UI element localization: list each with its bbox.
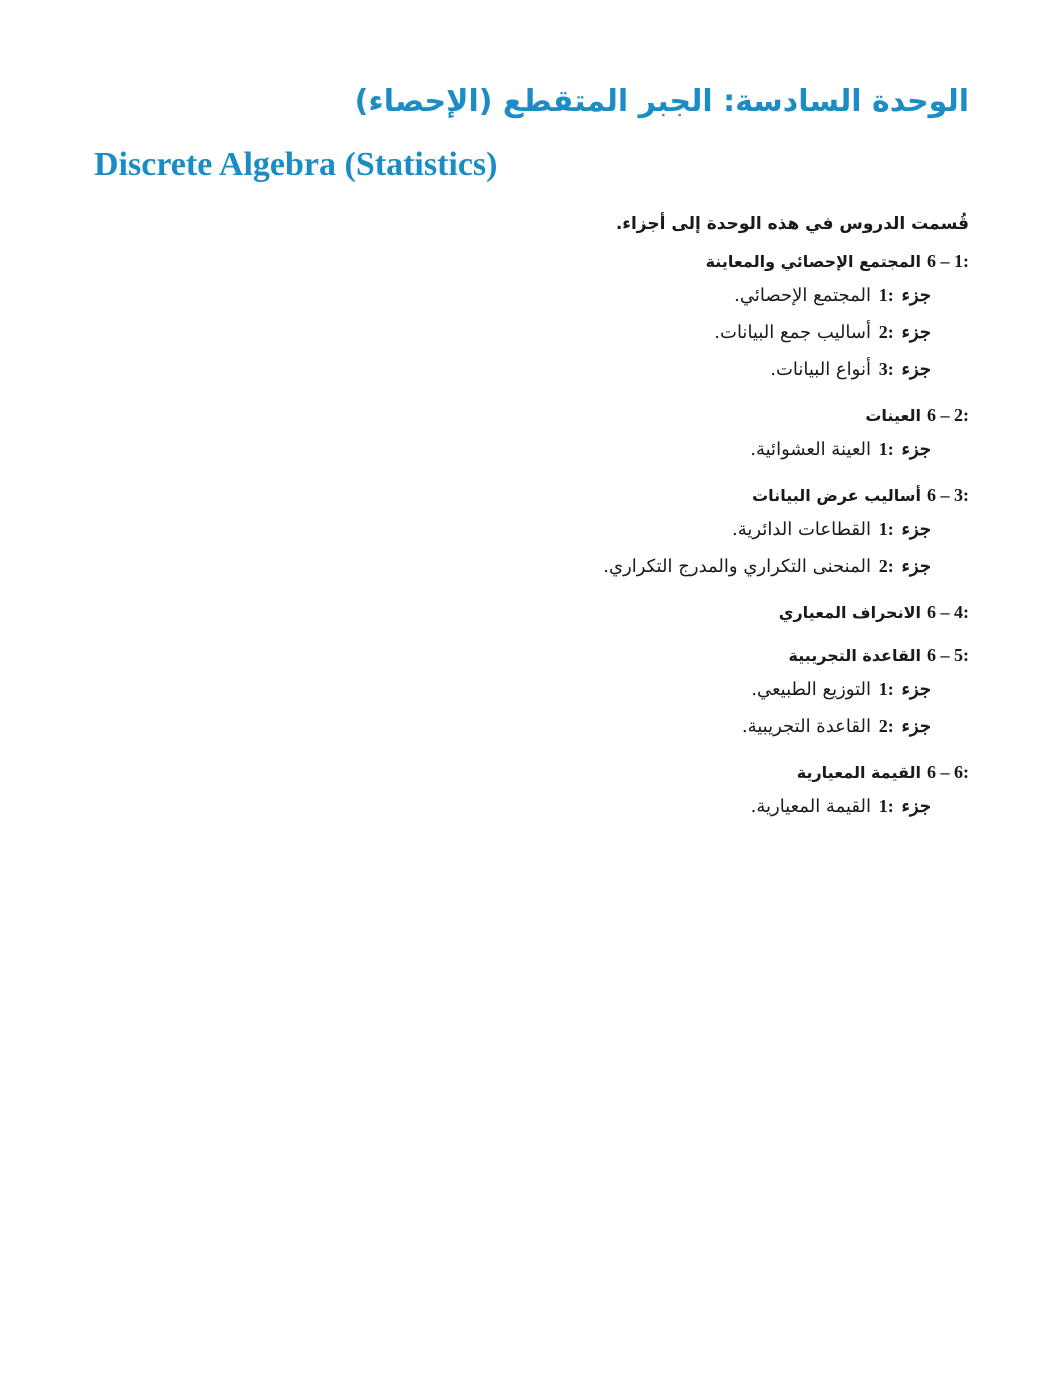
part-item bbox=[449, 548, 931, 585]
unit-title-arabic: الوحدة السادسة: الجبر المتقطع (الإحصاء) bbox=[354, 84, 969, 119]
part-label: جزء bbox=[901, 556, 931, 577]
part-text: القطاعات الدائرية. bbox=[732, 519, 871, 540]
part-number: 1: bbox=[878, 679, 894, 699]
section-4 bbox=[449, 597, 969, 628]
part-text: أساليب جمع البيانات. bbox=[714, 322, 871, 343]
section-6 bbox=[449, 757, 969, 825]
part-label: جزء bbox=[901, 716, 931, 737]
part-item bbox=[449, 314, 931, 351]
part-label: جزء bbox=[901, 439, 931, 460]
section-number: 6 – 1: bbox=[927, 251, 969, 271]
part-number: 1: bbox=[878, 285, 894, 305]
section-heading bbox=[449, 246, 969, 277]
part-item bbox=[449, 277, 931, 314]
part-number: 1: bbox=[878, 796, 894, 816]
part-number: 1: bbox=[878, 519, 894, 539]
section-title: القيمة المعيارية bbox=[796, 763, 921, 782]
part-number: 3: bbox=[878, 359, 894, 379]
part-number: 2: bbox=[878, 322, 894, 342]
section-number: 6 – 4: bbox=[927, 602, 969, 622]
section-number: 6 – 6: bbox=[927, 762, 969, 782]
section-title: المجتمع الإحصائي والمعاينة bbox=[705, 252, 921, 271]
part-label: جزء bbox=[901, 519, 931, 540]
section-heading bbox=[449, 757, 969, 788]
outline-intro: قُسمت الدروس في هذه الوحدة إلى أجزاء. bbox=[615, 214, 969, 234]
section-heading bbox=[449, 640, 969, 671]
section-5 bbox=[449, 640, 969, 745]
part-text: التوزيع الطبيعي. bbox=[751, 679, 871, 700]
section-title: القاعدة التجريبية bbox=[788, 646, 921, 665]
section-title: العينات bbox=[865, 406, 921, 425]
section-1 bbox=[449, 246, 969, 388]
section-heading bbox=[449, 597, 969, 628]
part-number: 1: bbox=[878, 439, 894, 459]
part-item bbox=[449, 511, 931, 548]
part-number: 2: bbox=[878, 716, 894, 736]
section-number: 6 – 5: bbox=[927, 645, 969, 665]
unit-title-english: Discrete Algebra (Statistics) bbox=[94, 146, 498, 183]
part-text: القيمة المعيارية. bbox=[750, 796, 871, 817]
part-item bbox=[449, 708, 931, 745]
section-number: 6 – 3: bbox=[927, 485, 969, 505]
part-text: القاعدة التجريبية. bbox=[741, 716, 871, 737]
part-label: جزء bbox=[901, 796, 931, 817]
part-item bbox=[449, 671, 931, 708]
part-label: جزء bbox=[901, 322, 931, 343]
part-text: أنواع البيانات. bbox=[770, 359, 871, 380]
section-3 bbox=[449, 480, 969, 585]
part-item bbox=[449, 431, 931, 468]
section-heading bbox=[449, 480, 969, 511]
part-label: جزء bbox=[901, 285, 931, 306]
section-number: 6 – 2: bbox=[927, 405, 969, 425]
section-list bbox=[449, 246, 969, 825]
part-number: 2: bbox=[878, 556, 894, 576]
section-title: الانحراف المعياري bbox=[778, 603, 921, 622]
part-text: المنحنى التكراري والمدرج التكراري. bbox=[603, 556, 871, 577]
part-item bbox=[449, 788, 931, 825]
part-item bbox=[449, 351, 931, 388]
part-label: جزء bbox=[901, 679, 931, 700]
section-2 bbox=[449, 400, 969, 468]
section-title: أساليب عرض البيانات bbox=[752, 486, 921, 505]
part-text: المجتمع الإحصائي. bbox=[734, 285, 871, 306]
section-heading bbox=[449, 400, 969, 431]
part-label: جزء bbox=[901, 359, 931, 380]
part-text: العينة العشوائية. bbox=[750, 439, 871, 460]
lesson-outline bbox=[449, 210, 969, 837]
